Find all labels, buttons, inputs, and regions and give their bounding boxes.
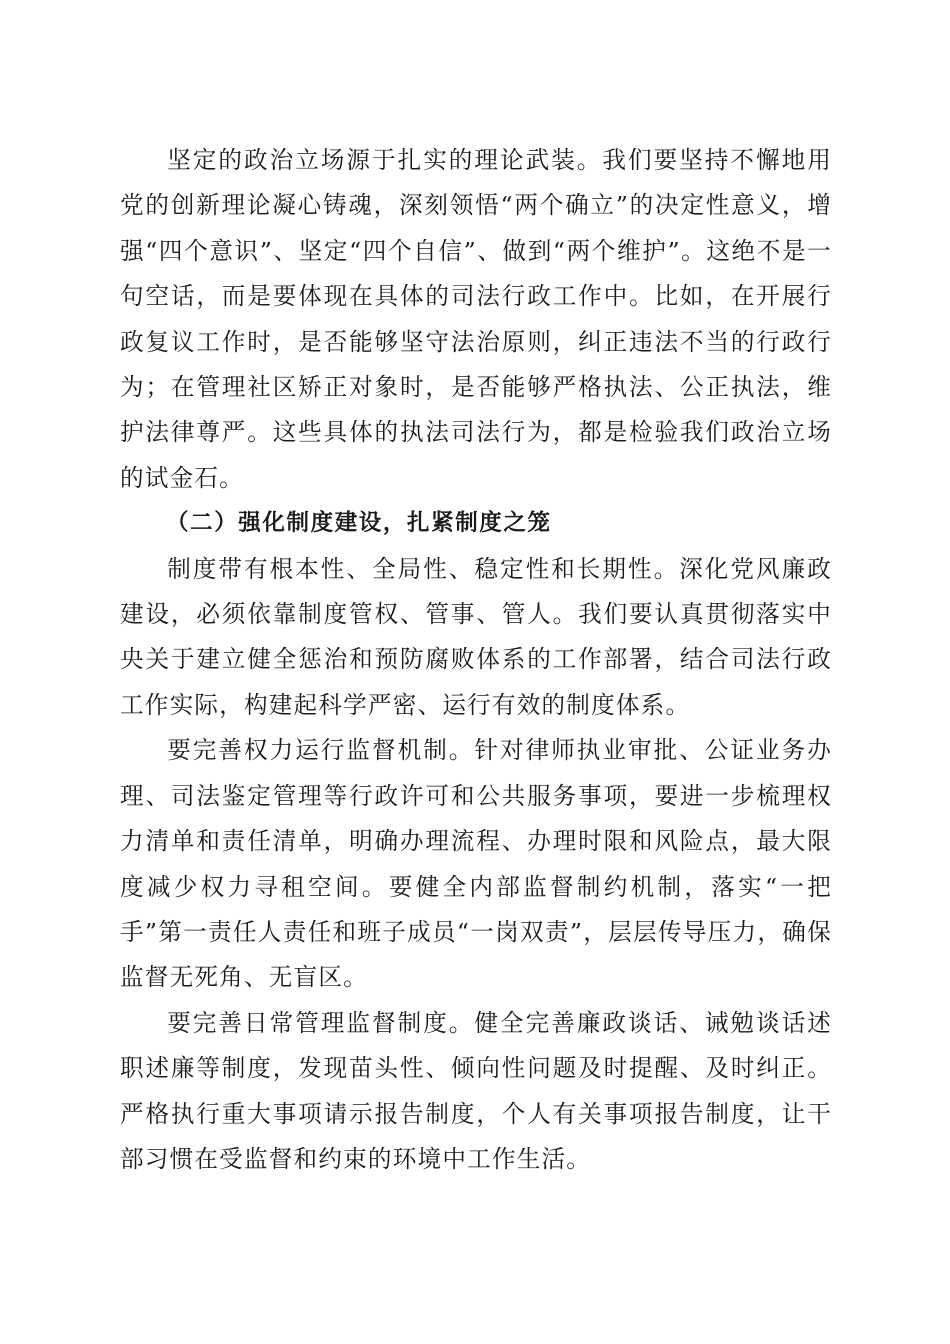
document-body (120, 138, 832, 1182)
paragraph-system-building: 制度带有根本性、全局性、稳定性和长期性。深化党风廉政建设，必须依靠制度管权、管事、管人。我们要认真贯彻落实中央关于建立健全惩治和预防腐败体系的工作部署，结合司法行政工作实际，构建起科学严密、运行有效的制度体系。 (120, 554, 832, 719)
paragraph-daily-management: 要完善日常管理监督制度。健全完善廉政谈话、诫勉谈话述职述廉等制度，发现苗头性、倾向性问题及时提醒、及时纠正。严格执行重大事项请示报告制度，个人有关事项报告制度，让干部习惯在受监督和约束的环境中工作生活。 (120, 1008, 832, 1173)
paragraph-power-supervision: 要完善权力运行监督机制。针对律师执业审批、公证业务办理、司法鉴定管理等行政许可和公共服务事项，要进一步梳理权力清单和责任清单，明确办理流程、办理时限和风险点，最大限度减少权力寻租空间。要健全内部监督制约机制，落实“一把手”第一责任人责任和班子成员“一岗双责”，层层传导压力，确保监督无死角、无盲区。 (120, 736, 832, 992)
section-heading-2: （二）强化制度建设，扎紧制度之笼 (166, 510, 552, 537)
paragraph-political-stance: 坚定的政治立场源于扎实的理论武装。我们要坚持不懈地用党的创新理论凝心铸魂，深刻领悟“两个确立”的决定性意义，增强“四个意识”、坚定“四个自信”、做到“两个维护”。这绝不是一句空话，而是要体现在具体的司法行政工作中。比如，在开展行政复议工作时，是否能够坚守法治原则，纠正违法不当的行政行为；在管理社区矫正对象时，是否能够严格执法、公正执法，维护法律尊严。这些具体的执法司法行为，都是检验我们政治立场的试金石。 (120, 146, 832, 492)
